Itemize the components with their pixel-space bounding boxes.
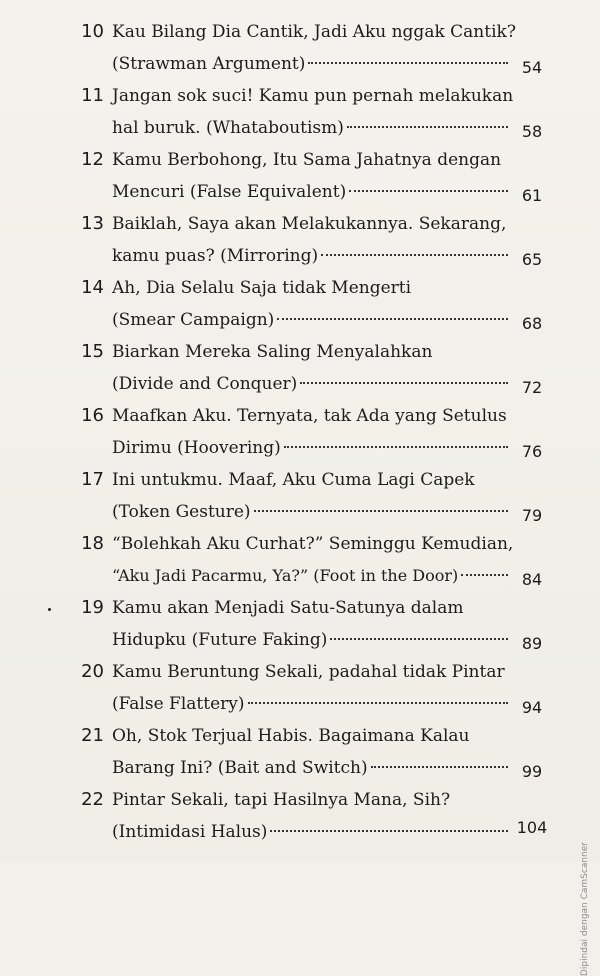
chapter-number: 18: [81, 533, 104, 554]
chapter-title-line2: [112, 688, 508, 720]
page-number: 58: [521, 122, 543, 141]
chapter-title-line2: [112, 496, 508, 528]
dot-leader: [284, 445, 508, 448]
page-number: 68: [521, 314, 543, 333]
dot-leader: [300, 381, 508, 384]
page-number: 99: [521, 762, 543, 781]
chapter-number: 20: [81, 661, 104, 682]
toc-entry-20: [0, 656, 600, 720]
dot-leader: [270, 829, 508, 832]
chapter-number: 11: [81, 85, 104, 106]
chapter-title-line2-text: Dirimu (Hoovering): [112, 438, 281, 458]
toc-entry-15: [0, 336, 600, 400]
dot-leader: [347, 125, 508, 128]
chapter-number: 16: [81, 405, 104, 426]
toc-entry-19: [0, 592, 600, 656]
toc-entry-12: [0, 144, 600, 208]
page-number: 94: [521, 698, 543, 717]
chapter-title-line2-text: Hidupku (Future Faking): [112, 630, 328, 650]
chapter-title-line2-text: (False Flattery): [112, 694, 245, 714]
scanner-watermark: Dipindai dengan CamScanner: [580, 842, 590, 976]
chapter-title-line2-text: (Intimidasi Halus): [112, 822, 268, 842]
chapter-number: 19: [81, 597, 104, 618]
page-number: 84: [521, 570, 543, 589]
chapter-title-line2: [112, 240, 508, 272]
chapter-title-line1: Kau Bilang Dia Cantik, Jadi Aku nggak Cantik?: [112, 22, 516, 42]
page-number: 79: [521, 506, 543, 525]
chapter-title-line1: Ini untukmu. Maaf, Aku Cuma Lagi Capek: [112, 470, 475, 490]
chapter-title-line2-text: Mencuri (False Equivalent): [112, 182, 347, 202]
toc-entry-11: [0, 80, 600, 144]
chapter-number: 15: [81, 341, 104, 362]
page-number: 104: [516, 818, 548, 837]
chapter-title-line2: [112, 112, 508, 144]
chapter-title-line2: [112, 176, 508, 208]
dot-leader: [277, 317, 508, 320]
dot-leader: [330, 637, 508, 640]
dot-leader: [254, 509, 508, 512]
chapter-title-line2: [112, 560, 508, 592]
chapter-title-line2: [112, 432, 508, 464]
toc-entry-16: [0, 400, 600, 464]
chapter-title-line1: “Bolehkah Aku Curhat?” Seminggu Kemudian,: [112, 534, 514, 554]
chapter-title-line2-text: (Strawman Argument): [112, 54, 306, 74]
dot-leader: [321, 253, 508, 256]
chapter-title-line1: Maafkan Aku. Ternyata, tak Ada yang Setulus: [112, 406, 507, 426]
dot-leader: [248, 701, 509, 704]
dot-leader: [349, 189, 508, 192]
stray-dot: [48, 608, 51, 611]
chapter-title-line2-text: (Smear Campaign): [112, 310, 275, 330]
page-number: 72: [521, 378, 543, 397]
chapter-title-line2-text: hal buruk. (Whataboutism): [112, 118, 344, 138]
toc-entry-14: [0, 272, 600, 336]
page-number: 76: [521, 442, 543, 461]
dot-leader: [308, 61, 508, 64]
chapter-title-line2: [112, 304, 508, 336]
page-number: 54: [521, 58, 543, 77]
dot-leader: [371, 765, 508, 768]
chapter-number: 13: [81, 213, 104, 234]
chapter-title-line1: Baiklah, Saya akan Melakukannya. Sekarang,: [112, 214, 507, 234]
chapter-number: 17: [81, 469, 104, 490]
chapter-title-line1: Kamu Beruntung Sekali, padahal tidak Pintar: [112, 662, 505, 682]
toc-entry-13: [0, 208, 600, 272]
chapter-number: 22: [81, 789, 104, 810]
chapter-title-line2-text: (Divide and Conquer): [112, 374, 298, 394]
chapter-number: 12: [81, 149, 104, 170]
toc-entry-10: [0, 16, 600, 80]
chapter-title-line2-text: (Token Gesture): [112, 502, 251, 522]
dot-leader: [461, 573, 508, 576]
page-number: 61: [521, 186, 543, 205]
chapter-title-line1: Jangan sok suci! Kamu pun pernah melakukan: [112, 86, 514, 106]
chapter-title-line2-text: kamu puas? (Mirroring): [112, 246, 319, 266]
chapter-title-line2-text: “Aku Jadi Pacarmu, Ya?” (Foot in the Door): [112, 566, 459, 585]
chapter-title-line1: Kamu Berbohong, Itu Sama Jahatnya dengan: [112, 150, 502, 170]
chapter-title-line2: [112, 48, 508, 80]
chapter-title-line2: [112, 624, 508, 656]
chapter-number: 14: [81, 277, 104, 298]
page-number: 65: [521, 250, 543, 269]
toc-entry-17: [0, 464, 600, 528]
toc-entry-22: [0, 784, 600, 848]
chapter-title-line1: Oh, Stok Terjual Habis. Bagaimana Kalau: [112, 726, 470, 746]
chapter-title-line2: [112, 752, 508, 784]
chapter-title-line1: Pintar Sekali, tapi Hasilnya Mana, Sih?: [112, 790, 451, 810]
chapter-number: 21: [81, 725, 104, 746]
chapter-title-line2: [112, 368, 508, 400]
chapter-title-line1: Kamu akan Menjadi Satu-Satunya dalam: [112, 598, 464, 618]
toc-entry-18: [0, 528, 600, 592]
chapter-title-line2-text: Barang Ini? (Bait and Switch): [112, 758, 368, 778]
toc-entry-21: [0, 720, 600, 784]
chapter-title-line1: Biarkan Mereka Saling Menyalahkan: [112, 342, 433, 362]
chapter-number: 10: [81, 21, 104, 42]
chapter-title-line1: Ah, Dia Selalu Saja tidak Mengerti: [112, 278, 412, 298]
page-number: 89: [521, 634, 543, 653]
chapter-title-line2: [112, 816, 508, 848]
